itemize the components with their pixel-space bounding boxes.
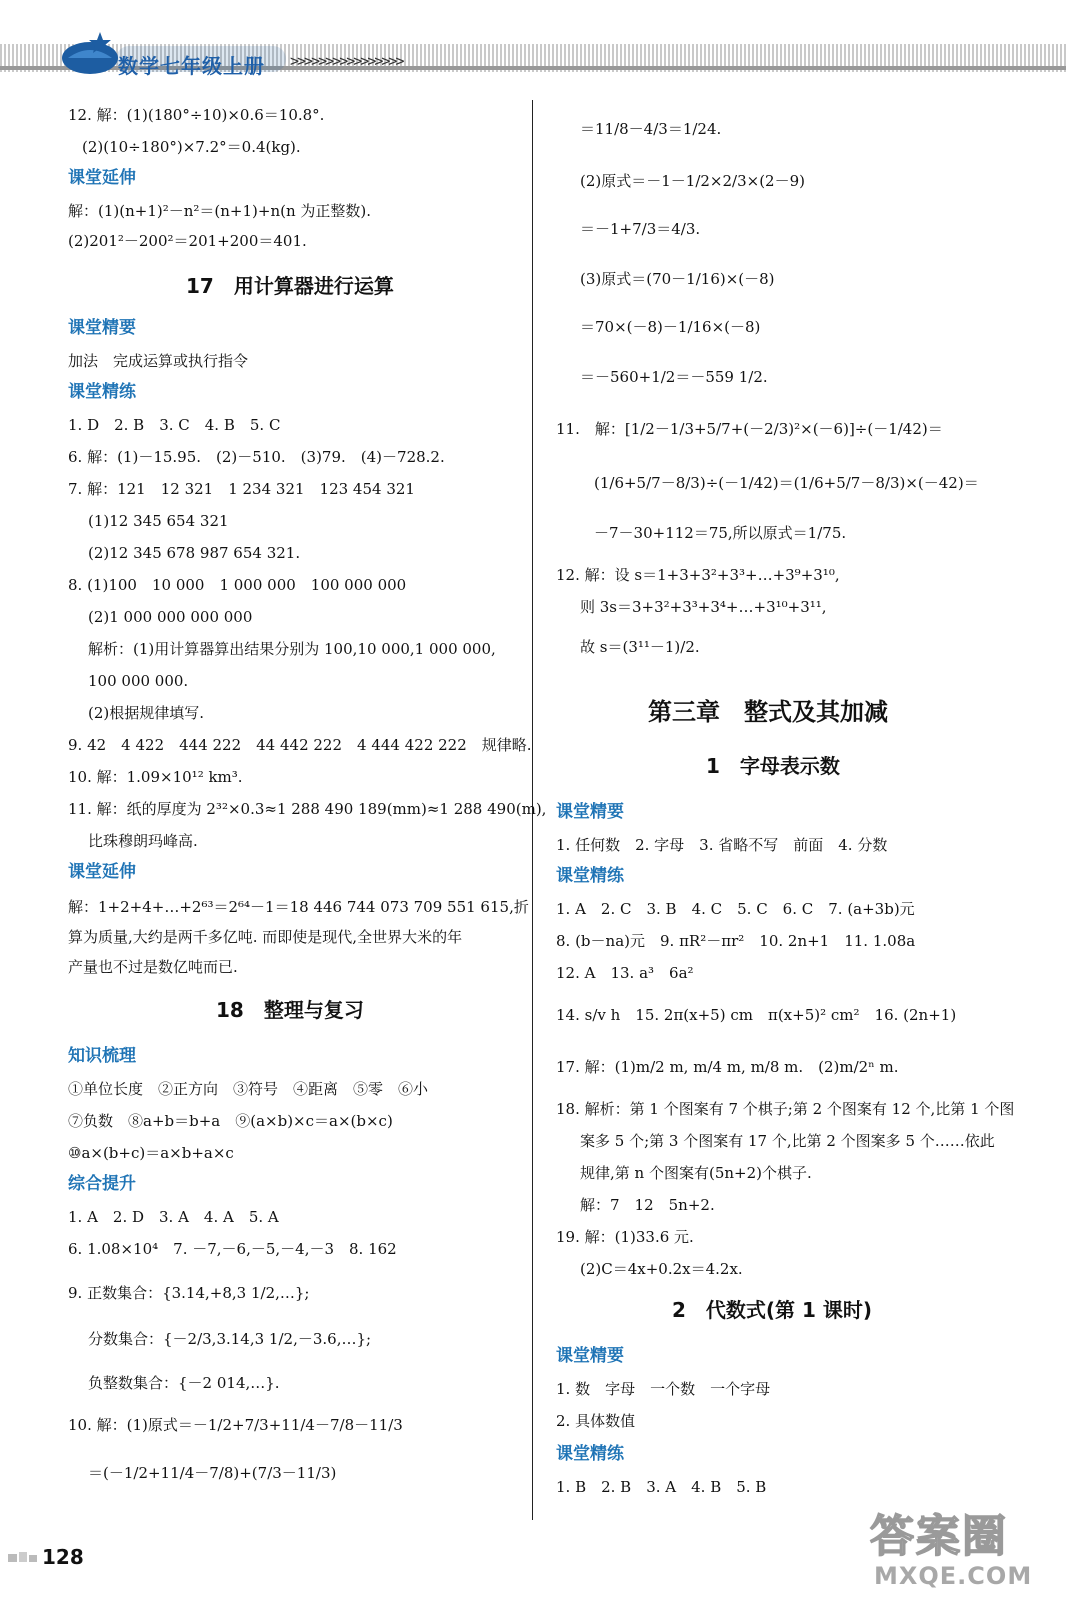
watermark-logo-text: 答案圈 — [870, 1511, 1008, 1562]
answer-line: 12. 解：(1)(180°÷10)×0.6＝10.8°. — [68, 106, 325, 124]
answer-line: 解析：(1)用计算器算出结果分别为 100,10 000,1 000 000, — [88, 640, 496, 658]
answer-line: 11. 解：[1/2－1/3+5/7+(－2/3)²×(－6)]÷(－1/42)＝ — [556, 420, 943, 438]
answer-line: 解：7 12 5n+2. — [580, 1196, 715, 1214]
answer-line: (3)原式＝(70－1/16)×(－8) — [580, 270, 775, 288]
answer-line: (2)1 000 000 000 000 — [88, 608, 253, 626]
answer-line: (2)(10÷180°)×7.2°＝0.4(kg). — [82, 138, 301, 156]
answer-line: (1/6+5/7－8/3)÷(－1/42)＝(1/6+5/7－8/3)×(－42)＝ — [594, 474, 979, 492]
answer-line: 1. A 2. C 3. B 4. C 5. C 6. C 7. (a+3b)元 — [556, 900, 915, 918]
section-heading: 课堂精要 — [556, 1346, 624, 1366]
answer-line: 产量也不过是数亿吨而已. — [68, 958, 238, 976]
section-heading: 课堂精要 — [68, 318, 136, 338]
left-column — [68, 0, 547, 1530]
page-number: 128 — [42, 1545, 84, 1569]
answer-line: (2)原式＝－1－1/2×2/3×(2－9) — [580, 172, 806, 190]
answer-line: 1. D 2. B 3. C 4. B 5. C — [68, 416, 281, 434]
answer-line: 12. A 13. a³ 6a² — [556, 964, 694, 982]
answer-line: ＝－1+7/3＝4/3. — [580, 220, 701, 238]
section-heading: 课堂延伸 — [68, 862, 136, 882]
answer-line: ⑩a×(b+c)＝a×b+a×c — [68, 1144, 234, 1162]
answer-line: ＝(－1/2+11/4－7/8)+(7/3－11/3) — [88, 1464, 337, 1482]
answer-line: 2. 具体数值 — [556, 1412, 636, 1430]
answer-line: 6. 1.08×10⁴ 7. －7,－6,－5,－4,－3 8. 162 — [68, 1240, 397, 1258]
answer-line: (2)201²－200²＝201+200＝401. — [68, 232, 307, 250]
answer-line: 9. 42 4 422 444 222 44 442 222 4 444 422 222 规律略. — [68, 736, 532, 754]
answer-line: 14. s/v h 15. 2π(x+5) cm π(x+5)² cm² 16. (2n+1) — [556, 1006, 957, 1024]
answer-line: 故 s＝(3¹¹－1)/2. — [580, 638, 700, 656]
answer-line: 算为质量,大约是两千多亿吨. 而即使是现代,全世界大米的年 — [68, 928, 463, 946]
lesson-title: 1 字母表示数 — [706, 754, 840, 778]
answer-line: 1. B 2. B 3. A 4. B 5. B — [556, 1478, 767, 1496]
answer-line: 12. 解：设 s＝1+3+3²+3³+…+3⁹+3¹⁰, — [556, 566, 840, 584]
answer-line: ①单位长度 ②正方向 ③符号 ④距离 ⑤零 ⑥小 — [68, 1080, 429, 1098]
answer-line: ＝70×(－8)－1/16×(－8) — [580, 318, 761, 336]
answer-line: 19. 解：(1)33.6 元. — [556, 1228, 694, 1246]
answer-line: 6. 解：(1)－15.95. (2)－510. (3)79. (4)－728.2. — [68, 448, 445, 466]
chapter-title: 第三章 整式及其加减 — [648, 698, 888, 726]
answer-line: 9. 正数集合：{3.14,+8,3 1/2,…}; — [68, 1284, 310, 1302]
section-heading: 课堂精练 — [556, 866, 624, 886]
answer-line: 解：(1)(n+1)²－n²＝(n+1)+n(n 为正整数). — [68, 202, 372, 220]
answer-line: 负整数集合：{－2 014,…}. — [88, 1374, 280, 1392]
answer-line: －7－30+112＝75,所以原式＝1/75. — [594, 524, 847, 542]
answer-line: 1. A 2. D 3. A 4. A 5. A — [68, 1208, 279, 1226]
book-title: 数学七年级上册 — [118, 54, 265, 78]
answer-line: 分数集合：{－2/3,3.14,3 1/2,－3.6,…}; — [88, 1330, 372, 1348]
answer-line: (2)根据规律填写. — [88, 704, 205, 722]
answer-line: 18. 解析：第 1 个图案有 7 个棋子;第 2 个图案有 12 个,比第 1 个图 — [556, 1100, 1015, 1118]
section-heading: 知识梳理 — [68, 1046, 136, 1066]
answer-line: 17. 解：(1)m/2 m, m/4 m, m/8 m. (2)m/2ⁿ m. — [556, 1058, 899, 1076]
answer-line: 8. (b－na)元 9. πR²－πr² 10. 2n+1 11. 1.08a — [556, 932, 916, 950]
right-column — [556, 0, 1016, 1530]
lesson-title: 2 代数式(第 1 课时) — [672, 1298, 873, 1322]
answer-line: 10. 解：(1)原式＝－1/2+7/3+11/4－7/8－11/3 — [68, 1416, 403, 1434]
answer-line: 1. 任何数 2. 字母 3. 省略不写 前面 4. 分数 — [556, 836, 888, 854]
watermark — [870, 1500, 1060, 1600]
section-heading: 课堂精练 — [68, 382, 136, 402]
answer-line: (1)12 345 654 321 — [88, 512, 229, 530]
answer-line: 案多 5 个;第 3 个图案有 17 个,比第 2 个图案多 5 个……依此 — [580, 1132, 995, 1150]
answer-line: 比珠穆朗玛峰高. — [88, 832, 198, 850]
answer-line: 10. 解：1.09×10¹² km³. — [68, 768, 243, 786]
page-corner-icon — [8, 1549, 38, 1563]
answer-line: (2)C＝4x+0.2x＝4.2x. — [580, 1260, 743, 1278]
answer-line: (2)12 345 678 987 654 321. — [88, 544, 301, 562]
section-heading: 课堂延伸 — [68, 168, 136, 188]
watermark-url: MXQE.COM — [874, 1562, 1033, 1590]
answer-line: 加法 完成运算或执行指令 — [68, 352, 249, 370]
answer-line: ⑦负数 ⑧a+b＝b+a ⑨(a×b)×c＝a×(b×c) — [68, 1112, 393, 1130]
lesson-title: 17 用计算器进行运算 — [186, 274, 394, 298]
answer-line: 100 000 000. — [88, 672, 189, 690]
answer-line: ＝11/8－4/3＝1/24. — [580, 120, 722, 138]
lesson-title: 18 整理与复习 — [216, 998, 364, 1022]
section-heading: 综合提升 — [68, 1174, 136, 1194]
answer-line: 则 3s＝3+3²+3³+3⁴+…+3¹⁰+3¹¹, — [580, 598, 827, 616]
answer-line: 11. 解：纸的厚度为 2³²×0.3≈1 288 490 189(mm)≈1 288 490(m), — [68, 800, 547, 818]
answer-line: ＝－560+1/2＝－559 1/2. — [580, 368, 768, 386]
answer-line: 解：1+2+4+…+2⁶³＝2⁶⁴－1＝18 446 744 073 709 551 615,折 — [68, 898, 529, 916]
answer-line: 1. 数 字母 一个数 一个字母 — [556, 1380, 771, 1398]
answer-line: 规律,第 n 个图案有(5n+2)个棋子. — [580, 1164, 812, 1182]
answer-line: 8. (1)100 10 000 1 000 000 100 000 000 — [68, 576, 407, 594]
header-arrows: >>>>>>>>>>>>>>>> — [290, 52, 403, 70]
answer-line: 7. 解：121 12 321 1 234 321 123 454 321 — [68, 480, 415, 498]
section-heading: 课堂精要 — [556, 802, 624, 822]
section-heading: 课堂精练 — [556, 1444, 624, 1464]
